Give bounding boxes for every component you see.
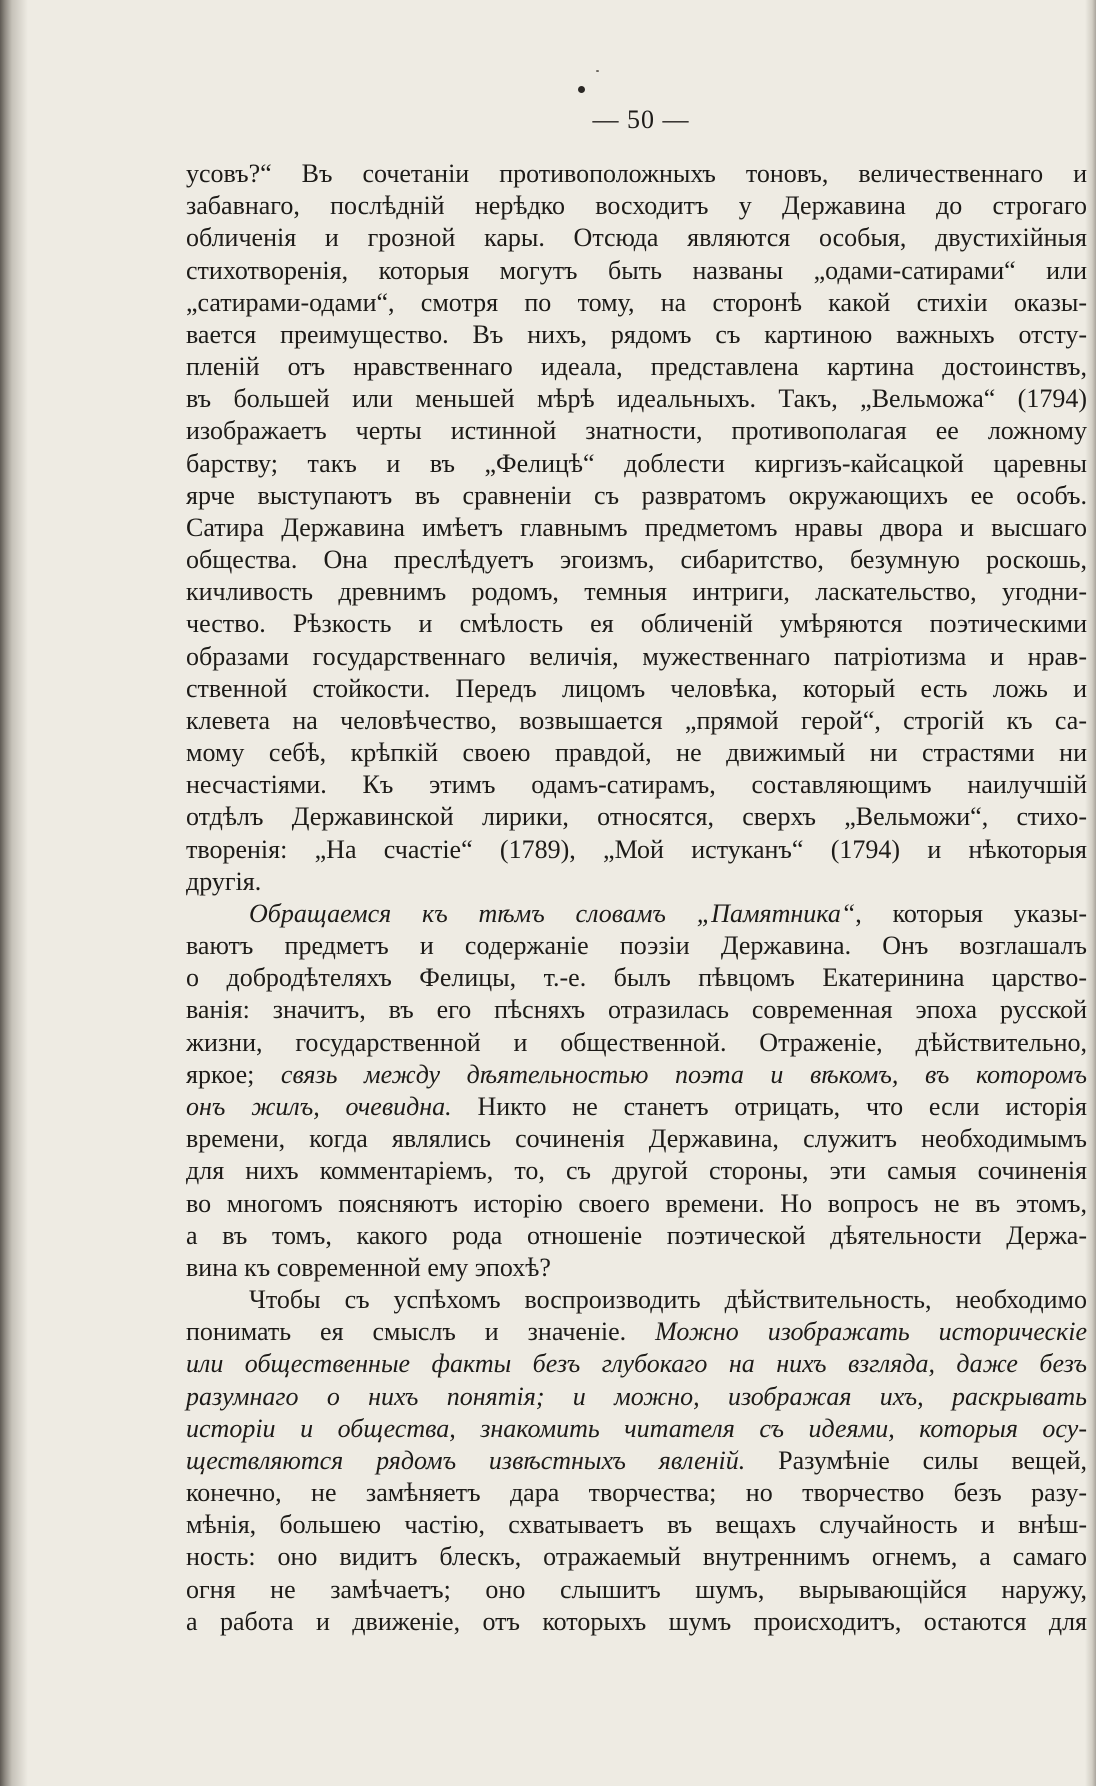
text-line [186,255,1087,287]
line-text: понимать ея смыслъ и значеніе. [186,1317,656,1347]
line-text: Чтобы съ успѣхомъ воспроизводить дѣйствительность, необходимо [249,1285,1087,1315]
text-line [186,1091,1087,1123]
text-line [186,287,1087,319]
line-text: а работа и движеніе, отъ которыхъ шумъ происходитъ, остаются для [186,1606,1087,1636]
line-text: вается преимущество. Въ нихъ, рядомъ съ картиною важныхъ отсту- [186,319,1087,349]
line-text: ственной стойкости. Передъ лицомъ человѣка, который есть ложь и [186,673,1087,703]
line-text: общества. Она преслѣдуетъ эгоизмъ, сибаритство, безумную роскошь, [186,545,1087,575]
line-text: Никто не станетъ отрицать, что если исторія [451,1091,1088,1121]
line-text: Сатира Державина имѣетъ главнымъ предметомъ нравы двора и высшаго [186,512,1087,542]
text-line [186,448,1087,480]
text-line [186,383,1087,415]
ink-speck [596,70,599,72]
text-line [186,1155,1087,1187]
line-text: усовъ?“ Въ сочетаніи противоположныхъ тоновъ, величественнаго и [186,159,1087,188]
line-text: ность: оно видитъ блескъ, отражаемый внутреннимъ огнемъ, а самаго [186,1542,1087,1572]
line-text: времени, когда являлись сочиненія Державина, служитъ необходимымъ [186,1124,1087,1154]
line-text: забавнаго, послѣдній нерѣдко восходитъ у Державина до строгаго [186,191,1087,221]
line-text: конечно, не замѣняетъ дара творчества; но творчество безъ разу- [186,1478,1087,1508]
line-text: ваютъ предметъ и содержаніе поэзіи Державина. Онъ возглашалъ [186,931,1087,961]
italic-text: онъ жилъ, очевидна. [186,1091,452,1121]
text-line [186,1509,1087,1541]
text-line [186,1477,1087,1509]
line-text: клевета на человѣчество, возвышается „прямой герой“, строгій къ са- [186,705,1087,735]
text-line [186,1348,1087,1380]
paragraph-2 [186,898,1087,1284]
line-text: огня не замѣчаетъ; оно слышитъ шумъ, вырывающійся наружу, [186,1574,1087,1604]
line-text: вина къ современной ему эпохѣ? [186,1252,551,1282]
text-line [186,415,1087,447]
text-line [186,898,1087,930]
line-text: ванія: значитъ, въ его пѣсняхъ отразилась современная эпоха русской [186,995,1087,1025]
line-text: въ большей или меньшей мѣрѣ идеальныхъ. Такъ, „Вельможа“ (1794) [186,384,1087,414]
text-line [186,158,1087,190]
line-text: отдѣлъ Державинской лирики, относятся, сверхъ „Вельможи“, стихо- [186,802,1087,832]
text-line [186,1220,1087,1252]
italic-text: или общественные факты безъ глубокаго на нихъ взгляда, даже безъ [186,1349,1087,1379]
text-line [186,801,1087,833]
text-line [186,1123,1087,1155]
line-text: ярче выступаютъ въ сравненіи съ развратомъ окружающихъ ее особъ. [186,480,1087,510]
text-line [186,834,1087,866]
line-text: во многомъ поясняютъ исторію своего времени. Но вопросъ не въ этомъ, [186,1188,1087,1218]
line-text: „сатирами-одами“, смотря по тому, на сторонѣ какой стихіи оказы- [186,287,1087,317]
line-text: яркое; [186,1059,281,1089]
line-text: обличенія и грозной кары. Отсюда являются особыя, двустихійныя [186,223,1087,253]
line-text: о добродѣтеляхъ Фелицы, т.-е. былъ пѣвцомъ Екатеринина царство- [186,963,1087,993]
line-text: кичливость древнимъ родомъ, темныя интриги, ласкательство, угодни- [186,577,1087,607]
line-text: изображаетъ черты истинной знатности, противополагая ее ложному [186,416,1087,446]
text-line [186,190,1087,222]
text-line [186,1284,1087,1316]
line-text: для нихъ комментаріемъ, то, съ другой стороны, эти самыя сочиненія [186,1156,1087,1186]
line-text: стихотворенія, которыя могутъ быть названы „одами-сатирами“ или [186,255,1087,285]
paragraph-3 [186,1284,1087,1638]
line-text: пленій отъ нравственнаго идеала, представлена картина достоинствъ, [186,352,1087,382]
line-text: барству; такъ и въ „Фелицѣ“ доблести киргизъ-кайсацкой царевны [186,448,1087,478]
line-text: образами государственнаго величія, мужественнаго патріотизма и нрав- [186,641,1087,671]
line-text: а въ томъ, какого рода отношеніе поэтической дѣятельности Держа- [186,1220,1087,1250]
italic-text: связь между дѣятельностью поэта и вѣкомъ, въ которомъ [280,1059,1087,1089]
italic-text: Можно изображать историческіе [655,1317,1088,1347]
text-line [186,962,1087,994]
text-line [186,1541,1087,1573]
ink-speck [578,86,585,93]
text-line [186,930,1087,962]
text-line [186,1059,1087,1091]
text-line [186,512,1087,544]
text-line [186,1188,1087,1220]
text-line [186,319,1087,351]
line-text: несчастіями. Къ этимъ одамъ-сатирамъ, составляющимъ наилучшій [186,770,1087,800]
text-line [186,1027,1087,1059]
text-line [186,608,1087,640]
line-text: творенія: „На счастіе“ (1789), „Мой истуканъ“ (1794) и нѣкоторыя [186,834,1087,864]
body-text [186,158,1087,1638]
text-line [186,994,1087,1026]
text-line [186,1574,1087,1606]
line-text: жизни, государственной и общественной. Отраженіе, дѣйствительно, [186,1027,1087,1057]
italic-text: исторіи и общества, знакомить читателя съ идеями, которыя осу- [186,1413,1087,1443]
text-line [186,1445,1087,1477]
text-line [186,544,1087,576]
line-text: мѣнія, большею частію, схватываетъ въ вещахъ случайность и внѣш- [186,1510,1087,1540]
text-line [186,705,1087,737]
text-line [186,351,1087,383]
line-text: другія. [186,866,262,896]
italic-text: Обращаемся къ тѣмъ словамъ „Памятника“ [249,898,856,928]
text-line [186,576,1087,608]
line-text: чество. Рѣзкость и смѣлость ея обличеній умѣряются поэтическими [186,609,1087,639]
italic-text: разумнаго о нихъ понятія; и можно, изображая ихъ, раскрывать [186,1381,1087,1411]
line-text: Разумѣніе силы вещей, [745,1445,1087,1475]
text-line [186,1381,1087,1413]
text-line [186,769,1087,801]
page-number: — 50 — [592,105,690,134]
text-line [186,866,1087,898]
text-line [186,480,1087,512]
text-line [186,222,1087,254]
line-text: мому себѣ, крѣпкій своею правдой, не движимый ни страстями ни [186,738,1087,768]
text-line [186,737,1087,769]
text-line [186,641,1087,673]
text-line [186,1252,1087,1284]
text-line [186,1606,1087,1638]
text-line [186,673,1087,705]
paragraph-1 [186,158,1087,898]
line-text: , которыя указы- [855,898,1088,928]
text-line [186,1413,1087,1445]
text-line [186,1316,1087,1348]
italic-text: ществляются рядомъ извѣстныхъ явленій. [186,1445,746,1475]
